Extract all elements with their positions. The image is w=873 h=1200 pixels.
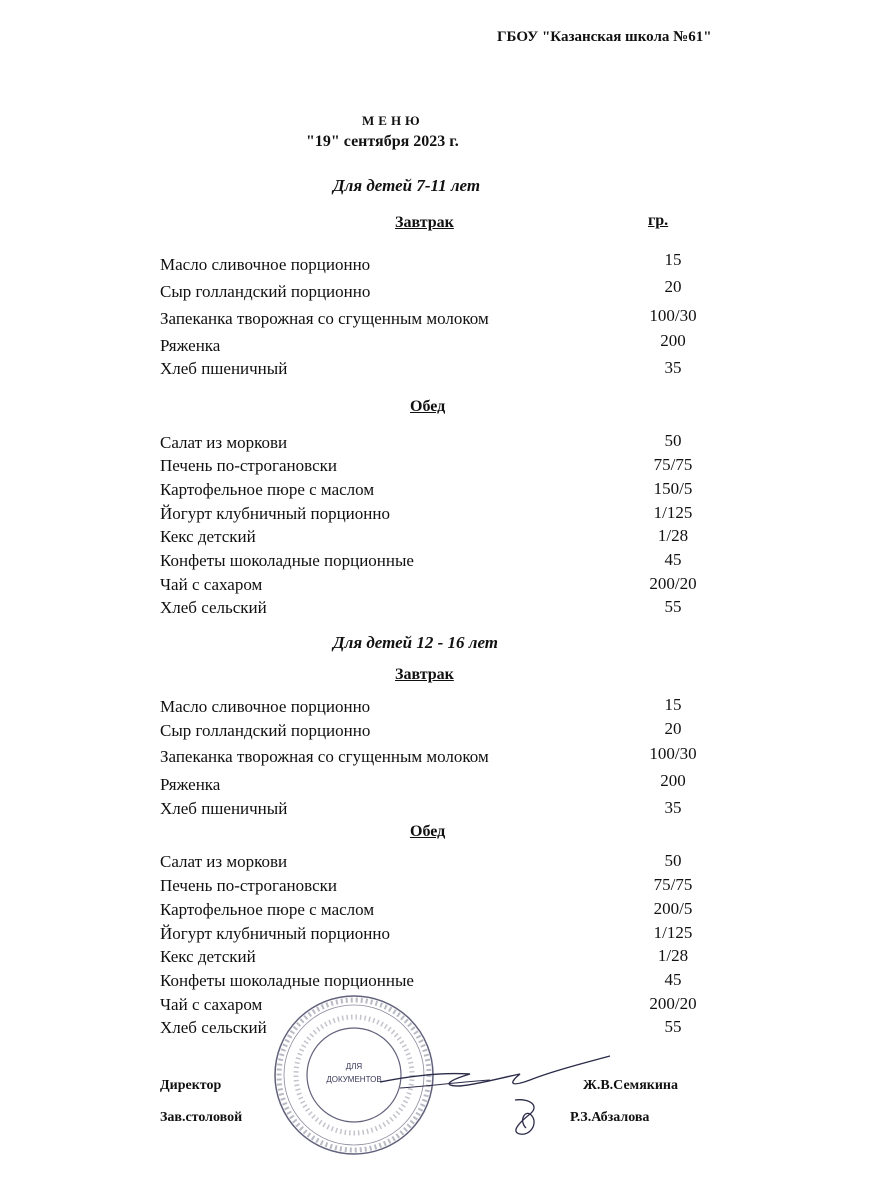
menu-item-qty: 200/20 xyxy=(649,994,697,1013)
menu-item-qty: 45 xyxy=(664,970,682,989)
menu-item-name: Салат из моркови xyxy=(160,433,288,452)
stamp-text-line-2: ДОКУМЕНТОВ xyxy=(326,1075,382,1084)
director-name: Ж.В.Семякина xyxy=(583,1078,678,1093)
menu-item-qty: 200/5 xyxy=(653,899,693,918)
menu-item-qty: 200 xyxy=(660,771,686,790)
menu-item-qty: 20 xyxy=(664,719,682,738)
menu-item-name: Хлеб пшеничный xyxy=(160,799,288,818)
menu-item-name: Сыр голландский порционно xyxy=(160,282,371,301)
menu-item-qty: 35 xyxy=(664,798,682,817)
units-label: гр. xyxy=(648,212,669,229)
menu-item-name: Масло сливочное порционно xyxy=(160,697,371,716)
menu-item-name: Ряженка xyxy=(160,775,221,794)
canteen-name: Р.З.Абзалова xyxy=(570,1110,650,1125)
meal-title-breakfast: Завтрак xyxy=(395,214,454,231)
menu-item-name: Ряженка xyxy=(160,336,221,355)
age-group-label: Для детей 12 - 16 лет xyxy=(333,633,499,652)
menu-item-qty: 55 xyxy=(664,597,682,616)
school-name: ГБОУ "Казанская школа №61" xyxy=(497,29,712,45)
menu-item-name: Конфеты шоколадные порционные xyxy=(160,551,414,570)
menu-item-qty: 50 xyxy=(664,851,682,870)
menu-item-qty: 1/28 xyxy=(657,526,689,545)
menu-item-qty: 15 xyxy=(664,695,682,714)
menu-item-name: Чай с сахаром xyxy=(160,575,263,594)
menu-item-qty: 20 xyxy=(664,277,682,296)
menu-item-name: Печень по-строгановски xyxy=(160,456,337,475)
meal-title-breakfast: Завтрак xyxy=(395,666,454,683)
menu-item-qty: 75/75 xyxy=(653,455,693,474)
menu-item-name: Запеканка творожная со сгущенным молоком xyxy=(160,747,489,766)
stamp-text-line-1: ДЛЯ xyxy=(345,1062,363,1071)
director-role: Директор xyxy=(160,1078,222,1093)
menu-item-name: Йогурт клубничный порционно xyxy=(160,924,390,943)
menu-item-name: Запеканка творожная со сгущенным молоком xyxy=(160,309,489,328)
menu-item-qty: 75/75 xyxy=(653,875,693,894)
meal-title-lunch: Обед xyxy=(410,398,446,415)
menu-item-name: Чай с сахаром xyxy=(160,995,263,1014)
menu-item-qty: 100/30 xyxy=(649,744,697,763)
meal-title-lunch: Обед xyxy=(410,823,446,840)
canteen-role: Зав.столовой xyxy=(160,1110,243,1125)
menu-item-name: Хлеб пшеничный xyxy=(160,359,288,378)
menu-item-qty: 1/28 xyxy=(657,946,689,965)
menu-item-name: Масло сливочное порционно xyxy=(160,255,371,274)
menu-item-name: Кекс детский xyxy=(160,527,256,546)
menu-item-qty: 35 xyxy=(664,358,682,377)
menu-item-name: Йогурт клубничный порционно xyxy=(160,504,390,523)
menu-item-qty: 45 xyxy=(664,550,682,569)
handwritten-signatures xyxy=(380,1050,620,1140)
menu-item-name: Картофельное пюре с маслом xyxy=(160,480,375,499)
menu-item-qty: 55 xyxy=(664,1017,682,1036)
menu-item-name: Печень по-строгановски xyxy=(160,876,337,895)
menu-item-qty: 100/30 xyxy=(649,306,697,325)
menu-item-qty: 1/125 xyxy=(653,923,693,942)
menu-item-qty: 150/5 xyxy=(653,479,693,498)
menu-item-name: Конфеты шоколадные порционные xyxy=(160,971,414,990)
menu-item-qty: 15 xyxy=(664,250,682,269)
menu-item-name: Картофельное пюре с маслом xyxy=(160,900,375,919)
menu-item-qty: 1/125 xyxy=(653,503,693,522)
menu-item-name: Кекс детский xyxy=(160,947,256,966)
menu-item-name: Хлеб сельский xyxy=(160,598,267,617)
menu-item-name: Салат из моркови xyxy=(160,852,288,871)
menu-item-qty: 200/20 xyxy=(649,574,697,593)
age-group-label: Для детей 7-11 лет xyxy=(333,176,481,195)
menu-date: "19" сентября 2023 г. xyxy=(306,133,459,150)
menu-title: МЕНЮ xyxy=(362,113,424,128)
menu-item-qty: 50 xyxy=(664,431,682,450)
menu-item-qty: 200 xyxy=(660,331,686,350)
menu-item-name: Хлеб сельский xyxy=(160,1018,267,1037)
menu-item-name: Сыр голландский порционно xyxy=(160,721,371,740)
